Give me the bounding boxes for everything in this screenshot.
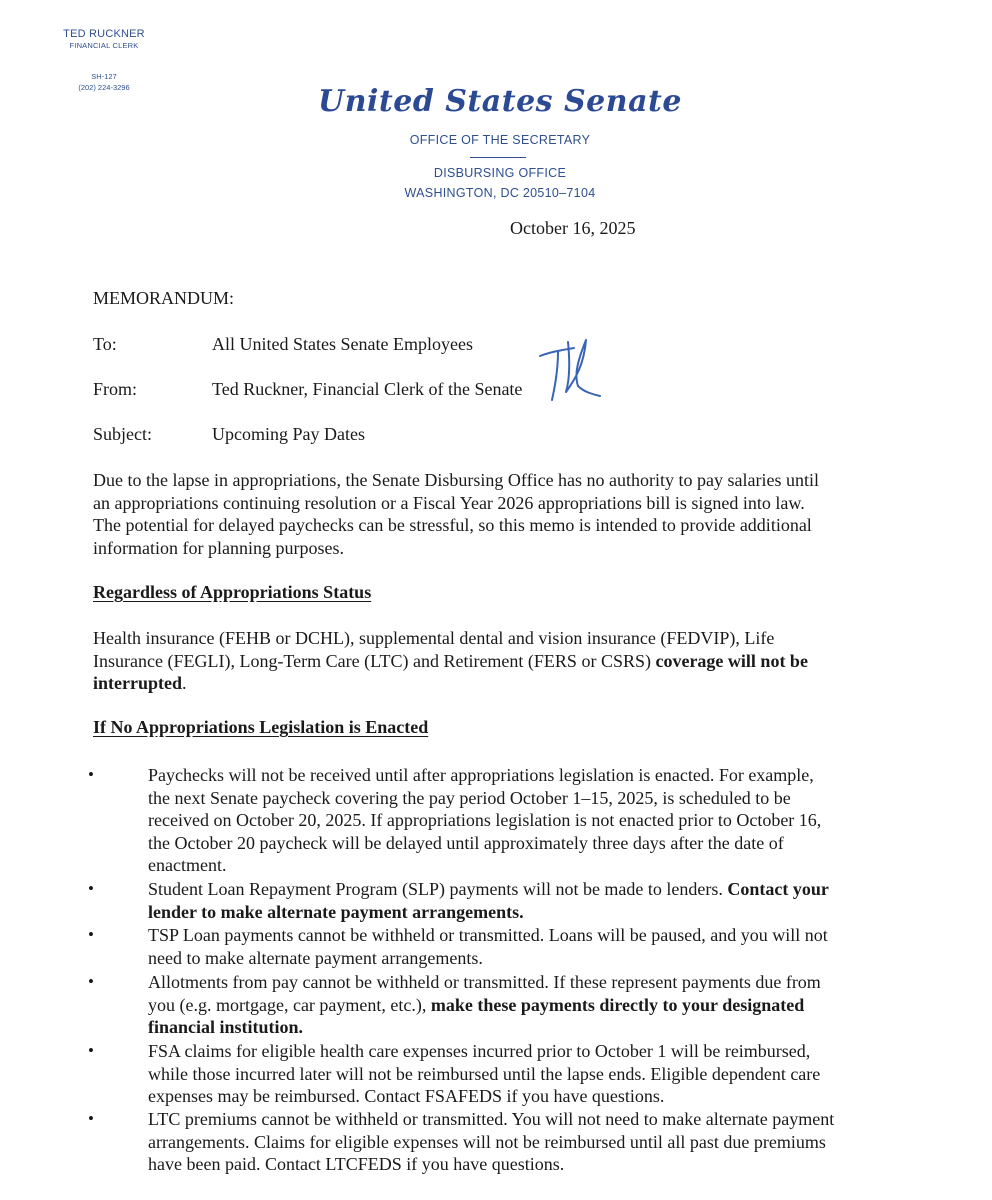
memo-date: October 16, 2025 (510, 218, 636, 238)
section1-line (93, 650, 903, 673)
bullet-line: received on October 20, 2025. If appropriations legislation is not enacted prior to October 16, (148, 810, 822, 830)
bullet-item-tsp (148, 924, 908, 969)
subject-value: Upcoming Pay Dates (212, 424, 365, 444)
contact-block (44, 28, 164, 92)
bullet-line: expenses may be reimbursed. Contact FSAFEDS if you have questions. (148, 1086, 665, 1106)
to-value: All United States Senate Employees (212, 334, 473, 354)
bullet-line: Allotments from pay cannot be withheld or transmitted. If these represent payments due from (148, 972, 821, 992)
bullet-bold-text: make these payments directly to your designated (430, 994, 805, 1015)
contact-phone: (202) 224-3296 (78, 83, 130, 92)
bullet-line: the next Senate paycheck covering the pay period October 1–15, 2025, is scheduled to be (148, 787, 791, 808)
section1-paragraph (93, 627, 903, 695)
from-label: From: (93, 379, 138, 399)
letterhead-office: OFFICE OF THE SECRETARY (409, 133, 591, 147)
bullet-item-allotments (148, 971, 908, 1039)
from-value: Ted Ruckner, Financial Clerk of the Senate (212, 379, 523, 399)
memo-heading: MEMORANDUM: (93, 288, 235, 308)
bullet-icon: • (88, 765, 94, 784)
intro-line: Due to the lapse in appropriations, the Senate Disbursing Office has no authority to pay salaries until (93, 470, 820, 490)
bullet-line: the October 20 paycheck will be delayed until approximately three days after the date of (148, 832, 784, 853)
bullet-line (148, 1016, 908, 1039)
signature (534, 334, 604, 411)
intro-line: an appropriations continuing resolution or a Fiscal Year 2026 appropriations bill is signed into law. (93, 492, 805, 513)
bullet-icon: • (88, 1109, 94, 1128)
bullet-bold-text: lender to make alternate payment arrangements. (148, 901, 524, 922)
bullet-icon: • (88, 879, 94, 898)
intro-paragraph (93, 469, 903, 559)
section1-text: Insurance (FEGLI), Long-Term Care (LTC) and Retirement (FERS or CSRS) (93, 650, 656, 671)
bullet-line: TSP Loan payments cannot be withheld or transmitted. Loans will be paused, and you will not (148, 925, 828, 945)
bullet-text: Student Loan Repayment Program (SLP) payments will not be made to lenders. (148, 879, 728, 899)
bullet-icon: • (88, 1041, 94, 1060)
to-label: To: (93, 334, 117, 354)
bullet-line: while those incurred later will not be reimbursed until the lapse ends. Eligible dependent care (148, 1063, 821, 1084)
bullet-line (148, 878, 908, 901)
bullet-line: have been paid. Contact LTCFEDS if you have questions. (148, 1154, 565, 1174)
signature-icon (534, 334, 604, 406)
bullet-line (148, 901, 908, 924)
bullet-icon: • (88, 925, 94, 944)
letterhead-address: WASHINGTON, DC 20510–7104 (404, 186, 596, 200)
section1-bold-text: coverage will not be (655, 650, 808, 671)
section-heading-no-appropriations: If No Appropriations Legislation is Enacted (93, 717, 429, 737)
bullet-item-ltc (148, 1108, 908, 1176)
bullet-icon: • (88, 972, 94, 991)
bullet-line: LTC premiums cannot be withheld or transmitted. You will not need to make alternate payment (148, 1109, 835, 1129)
section1-text: . (182, 673, 187, 693)
section1-bold-text: interrupted (93, 673, 182, 693)
section-heading-regardless: Regardless of Appropriations Status (93, 582, 372, 602)
subject-label: Subject: (93, 424, 152, 444)
letterhead-division: DISBURSING OFFICE (433, 166, 567, 180)
bullet-item-slp (148, 878, 908, 923)
section1-line: Health insurance (FEHB or DCHL), supplemental dental and vision insurance (FEDVIP), Life (93, 628, 775, 648)
bullet-line: need to make alternate payment arrangements. (148, 947, 483, 968)
bullet-text: you (e.g. mortgage, car payment, etc.), (148, 994, 431, 1015)
bullet-line: enactment. (148, 855, 227, 875)
letterhead-title: United States Senate (318, 84, 682, 119)
bullet-bold-text: Contact your (727, 879, 829, 899)
contact-title: FINANCIAL CLERK (69, 41, 139, 50)
bullet-line: FSA claims for eligible health care expenses incurred prior to October 1 will be reimbursed, (148, 1041, 811, 1061)
bullet-line: arrangements. Claims for eligible expenses will not be reimbursed until all past due premiums (148, 1131, 826, 1152)
contact-name: TED RUCKNER (63, 28, 145, 40)
section1-line (93, 672, 903, 695)
contact-room: SH-127 (91, 72, 117, 81)
bullet-bold-text: financial institution. (148, 1017, 304, 1037)
bullet-item-paychecks (148, 764, 908, 877)
bullet-item-fsa (148, 1040, 908, 1108)
letterhead-divider (470, 157, 526, 158)
bullet-line: Paychecks will not be received until after appropriations legislation is enacted. For example, (148, 765, 814, 785)
intro-line: The potential for delayed paychecks can be stressful, so this memo is intended to provide additional (93, 515, 812, 535)
intro-line: information for planning purposes. (93, 537, 344, 558)
bullet-line (148, 994, 908, 1017)
